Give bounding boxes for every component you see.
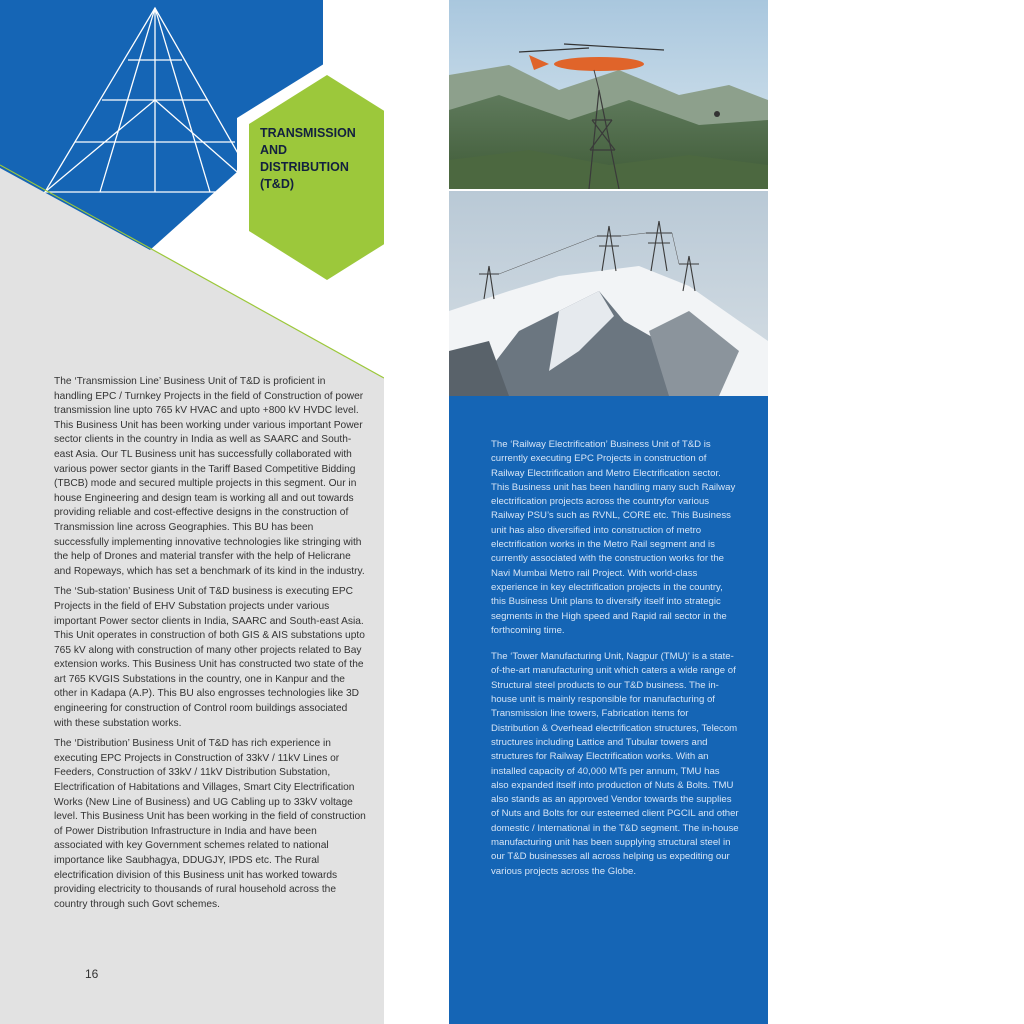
right-body-text <box>491 438 739 891</box>
title-line: (T&D) <box>260 177 295 191</box>
page-number: 16 <box>85 967 99 981</box>
title-line: TRANSMISSION <box>260 126 356 140</box>
section-title <box>260 125 400 193</box>
paragraph-sub-station: The ‘Sub-station’ Business Unit of T&D business is executing EPC Projects in the field of EHV Substation projects under various important Power sector clients in India, SAARC and South-east Asia. This Unit operates in construction of both GIS & AIS substations upto 765 kV along with construction of many other projects related to Bay extension works. This Business Unit has constructed two state of the art 765 KVGIS Substations in the country, one in Kanpur and the other in Kadapa (A.P). This BU also engrosses technologies like 3D engineering for construction of Control room buildings associated with these substation works. <box>54 586 365 729</box>
paragraph-tower-manufacturing: The ‘Tower Manufacturing Unit, Nagpur (TMU)’ is a state-of-the-art manufacturing unit which caters a wide range of Structural steel products to our T&D business. The in-house unit is mainly responsible for manufacturing of Transmission line towers, Fabrication items for Distribution & Overhead electrification structures, Telecom structures including Lattice and Tubular towers and structures for Railway Electrification works. With an installed capacity of 40,000 MTs per annum, TMU has also expanded itself into production of Nuts & Bolts. TMU also stands as an approved Vendor towards the supplies of Nuts and Bolts for our esteemed client PGCIL and other domestic / International in the T&D segment. The in-house manufacturing unit has been supplying structural steel in our T&D businesses all across helping us expediting our various projects across the Globe. <box>491 651 739 877</box>
title-line: DISTRIBUTION <box>260 160 349 174</box>
left-body-text <box>54 375 366 918</box>
paragraph-transmission-line: The ‘Transmission Line’ Business Unit of T&D is proficient in handling EPC / Turnkey Projects in the field of Construction of power transmission line upto 765 kV HVAC and upto +800 kV HVDC level. This Business Unit has been working under various important Power sector clients in the country in India as well as SAARC and South-east Asia. Our TL Business unit has successfully collaborated with various power sector giants in the Tariff Based Competitive Bidding (TBCB) mode and secured multiple projects in this segment. Our in house Engineering and design team is working all and out towards providing reliable and cost-effective designs in the construction of Transmission line across Geographies. This BU has been successfully implementing innovative technologies like stringing with the help of Drones and material transfer with the help of Helicrane and Ropeways, which has set a benchmark of its kind in the industry. <box>54 376 365 577</box>
snow-mountain-towers-photo <box>449 191 768 396</box>
paragraph-railway-electrification: The ‘Railway Electrification’ Business Unit of T&D is currently executing EPC Projects in construction of Railway Electrification and Metro Electrification sector. This Business unit has been handling many such Railway electrification projects across the countryfor various Railway PSU’s such as RVNL, CORE etc. This Business unit has also diversified into construction of metro electrification works in the Metro Rail segment and is currently associated with the construction works for the Navi Mumbai Metro rail Project. With world-class experience in key electrification projects in the country, this Business Unit plans to diversify itself into strategic segments in the High speed and Rapid rail sector in the forthcoming time. <box>491 439 736 636</box>
helicopter-photo <box>449 0 768 189</box>
title-line: AND <box>260 143 288 157</box>
paragraph-distribution: The ‘Distribution’ Business Unit of T&D has rich experience in executing EPC Projects in Construction of 33kV / 11kV Lines or Feeders, Construction of 33kV / 11kV Distribution Substation, Electrification of Habitations and Villages, Smart City Electrification Works (New Line of Business) and UG Cabling up to 33kV voltage level. This Business Unit has been working in the field of construction of Power Distribution Infrastructure in India and have been associated with key Government schemes related to national importance like Saubhagya, DDUGJY, IPDS etc. The Rural electrification division of this Business unit has worked towards providing electricity to thousands of rural household across the country through such Govt schemes. <box>54 738 366 910</box>
